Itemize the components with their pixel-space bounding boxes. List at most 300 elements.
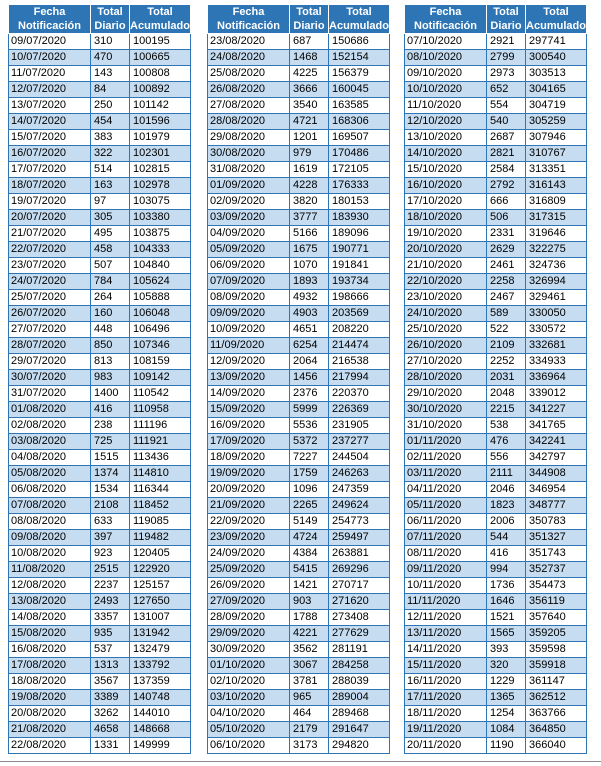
table-row: [405, 674, 587, 690]
date-cell: 06/08/2020: [9, 482, 91, 498]
table-row: [208, 722, 390, 738]
cumulative-total-cell: 170486: [329, 146, 390, 162]
table-row: [405, 690, 587, 706]
daily-total-cell: 1468: [290, 50, 329, 66]
table-row: [9, 658, 191, 674]
daily-total-cell: 464: [290, 706, 329, 722]
cumulative-total-cell: 108159: [130, 354, 191, 370]
table-row: [9, 258, 191, 274]
date-cell: 14/10/2020: [405, 146, 487, 162]
table-body: [208, 34, 390, 754]
cumulative-total-cell: 104840: [130, 258, 191, 274]
cumulative-total-cell: 101979: [130, 130, 191, 146]
cumulative-total-cell: 361147: [526, 674, 587, 690]
date-cell: 02/10/2020: [208, 674, 290, 690]
daily-total-cell: 160: [91, 306, 130, 322]
date-cell: 13/09/2020: [208, 370, 290, 386]
table-row: [208, 466, 390, 482]
cumulative-total-cell: 208220: [329, 322, 390, 338]
table-row: [405, 194, 587, 210]
cumulative-total-cell: 127650: [130, 594, 191, 610]
daily-total-cell: 1331: [91, 738, 130, 754]
table-row: [405, 738, 587, 754]
cumulative-total-cell: 316809: [526, 194, 587, 210]
date-cell: 23/10/2020: [405, 290, 487, 306]
table-row: [405, 274, 587, 290]
daily-total-cell: 6254: [290, 338, 329, 354]
daily-total-cell: 3820: [290, 194, 329, 210]
daily-total-cell: 3781: [290, 674, 329, 690]
cumulative-total-cell: 324736: [526, 258, 587, 274]
daily-total-cell: 3173: [290, 738, 329, 754]
daily-total-cell: 2331: [487, 226, 526, 242]
cumulative-total-cell: 116344: [130, 482, 191, 498]
date-cell: 26/08/2020: [208, 82, 290, 98]
table-row: [208, 354, 390, 370]
daily-total-cell: 320: [487, 658, 526, 674]
table-row: [9, 514, 191, 530]
daily-total-cell: 1675: [290, 242, 329, 258]
date-cell: 09/11/2020: [405, 562, 487, 578]
table-row: [405, 242, 587, 258]
daily-total-cell: 3562: [290, 642, 329, 658]
cumulative-total-cell: 132479: [130, 642, 191, 658]
daily-total-cell: 305: [91, 210, 130, 226]
table-row: [208, 530, 390, 546]
daily-total-cell: 554: [487, 98, 526, 114]
table-row: [405, 34, 587, 50]
date-cell: 05/08/2020: [9, 466, 91, 482]
cumulative-total-cell: 119482: [130, 530, 191, 546]
daily-total-cell: 2006: [487, 514, 526, 530]
table-row: [208, 178, 390, 194]
cumulative-total-cell: 269296: [329, 562, 390, 578]
cumulative-total-cell: 106048: [130, 306, 191, 322]
table-row: [9, 546, 191, 562]
daily-total-cell: 5536: [290, 418, 329, 434]
table-row: [405, 178, 587, 194]
date-cell: 16/09/2020: [208, 418, 290, 434]
table-row: [9, 418, 191, 434]
daily-total-cell: 454: [91, 114, 130, 130]
table-row: [9, 530, 191, 546]
case-table-2: [207, 4, 390, 754]
cumulative-total-cell: 247359: [329, 482, 390, 498]
table-row: [208, 690, 390, 706]
table-row: [9, 578, 191, 594]
table-row: [405, 98, 587, 114]
date-cell: 09/08/2020: [9, 530, 91, 546]
daily-total-cell: 1521: [487, 610, 526, 626]
daily-total-cell: 238: [91, 418, 130, 434]
table-row: [208, 210, 390, 226]
cumulative-total-cell: 120405: [130, 546, 191, 562]
cumulative-total-cell: 244504: [329, 450, 390, 466]
cumulative-total-cell: 119085: [130, 514, 191, 530]
date-cell: 02/09/2020: [208, 194, 290, 210]
date-cell: 30/10/2020: [405, 402, 487, 418]
daily-total-cell: 2799: [487, 50, 526, 66]
daily-total-cell: 322: [91, 146, 130, 162]
table-row: [9, 402, 191, 418]
cumulative-total-cell: 359598: [526, 642, 587, 658]
daily-total-cell: 965: [290, 690, 329, 706]
daily-total-cell: 163: [91, 178, 130, 194]
date-header: Fecha: [405, 5, 487, 20]
cumulative-total-cell: 356119: [526, 594, 587, 610]
table-row: [208, 546, 390, 562]
date-cell: 27/10/2020: [405, 354, 487, 370]
date-cell: 08/10/2020: [405, 50, 487, 66]
table-row: [9, 82, 191, 98]
date-cell: 24/10/2020: [405, 306, 487, 322]
cumulative-total-cell: 352737: [526, 562, 587, 578]
daily-total-cell: 3777: [290, 210, 329, 226]
daily-total-cell: 2108: [91, 498, 130, 514]
date-cell: 14/07/2020: [9, 114, 91, 130]
daily-total-cell: 3262: [91, 706, 130, 722]
daily-total-cell: 538: [487, 418, 526, 434]
date-cell: 06/10/2020: [208, 738, 290, 754]
date-cell: 19/09/2020: [208, 466, 290, 482]
date-cell: 30/07/2020: [9, 370, 91, 386]
cumulative-total-cell: 125157: [130, 578, 191, 594]
table-row: [405, 114, 587, 130]
daily-total-cell: 4225: [290, 66, 329, 82]
daily-total-cell: 4221: [290, 626, 329, 642]
case-table-3: [404, 4, 587, 754]
daily-total-cell: 4903: [290, 306, 329, 322]
daily-total-cell: 1823: [487, 498, 526, 514]
date-cell: 07/10/2020: [405, 34, 487, 50]
cumulative-total-cell: 156379: [329, 66, 390, 82]
daily-total-cell: 589: [487, 306, 526, 322]
table-row: [9, 594, 191, 610]
cumulative-total-cell: 304165: [526, 82, 587, 98]
date-cell: 04/10/2020: [208, 706, 290, 722]
daily-total-cell: 2215: [487, 402, 526, 418]
table-row: [208, 82, 390, 98]
table-row: [208, 610, 390, 626]
table-row: [405, 338, 587, 354]
daily-total-cell: 3357: [91, 610, 130, 626]
cumulative-total-cell: 271620: [329, 594, 390, 610]
date-header-sub: Notificación: [9, 19, 91, 34]
date-cell: 01/09/2020: [208, 178, 290, 194]
date-cell: 12/08/2020: [9, 578, 91, 594]
table-row: [208, 338, 390, 354]
date-cell: 24/07/2020: [9, 274, 91, 290]
daily-total-cell: 1788: [290, 610, 329, 626]
table-row: [9, 498, 191, 514]
date-cell: 19/11/2020: [405, 722, 487, 738]
daily-total-cell: 544: [487, 530, 526, 546]
daily-total-cell: 2515: [91, 562, 130, 578]
daily-total-cell: 923: [91, 546, 130, 562]
table-row: [208, 402, 390, 418]
cumulative-header: Total: [130, 5, 191, 20]
cumulative-total-cell: 176333: [329, 178, 390, 194]
table-row: [405, 418, 587, 434]
cumulative-total-cell: 104333: [130, 242, 191, 258]
table-row: [9, 642, 191, 658]
cumulative-total-cell: 341765: [526, 418, 587, 434]
date-cell: 27/07/2020: [9, 322, 91, 338]
cumulative-header: Total: [526, 5, 587, 20]
daily-total-cell: 850: [91, 338, 130, 354]
cumulative-total-cell: 144010: [130, 706, 191, 722]
table-row: [208, 562, 390, 578]
date-cell: 21/10/2020: [405, 258, 487, 274]
date-cell: 14/09/2020: [208, 386, 290, 402]
cumulative-total-cell: 226369: [329, 402, 390, 418]
daily-total-cell: 2973: [487, 66, 526, 82]
table-row: [208, 418, 390, 434]
date-cell: 24/08/2020: [208, 50, 290, 66]
table-row: [208, 34, 390, 50]
cumulative-total-cell: 300540: [526, 50, 587, 66]
date-cell: 23/08/2020: [208, 34, 290, 50]
cumulative-total-cell: 237277: [329, 434, 390, 450]
date-cell: 14/11/2020: [405, 642, 487, 658]
daily-total-cell: 784: [91, 274, 130, 290]
date-cell: 23/07/2020: [9, 258, 91, 274]
table-row: [9, 34, 191, 50]
daily-total-cell: 2493: [91, 594, 130, 610]
date-cell: 19/10/2020: [405, 226, 487, 242]
table-row: [405, 514, 587, 530]
date-cell: 15/07/2020: [9, 130, 91, 146]
date-cell: 09/10/2020: [405, 66, 487, 82]
table-row: [405, 66, 587, 82]
daily-total-cell: 813: [91, 354, 130, 370]
date-cell: 03/10/2020: [208, 690, 290, 706]
date-cell: 07/08/2020: [9, 498, 91, 514]
daily-total-cell: 1229: [487, 674, 526, 690]
cumulative-total-cell: 342797: [526, 450, 587, 466]
table-row: [208, 514, 390, 530]
date-cell: 11/08/2020: [9, 562, 91, 578]
table-row: [208, 114, 390, 130]
daily-total-cell: 506: [487, 210, 526, 226]
table-row: [208, 50, 390, 66]
date-cell: 16/10/2020: [405, 178, 487, 194]
cumulative-total-cell: 351327: [526, 530, 587, 546]
date-cell: 26/09/2020: [208, 578, 290, 594]
cumulative-total-cell: 189096: [329, 226, 390, 242]
table-row: [9, 50, 191, 66]
daily-total-cell: 383: [91, 130, 130, 146]
table-row: [208, 130, 390, 146]
bottom-divider: [0, 761, 601, 762]
daily-total-cell: 1084: [487, 722, 526, 738]
cumulative-total-cell: 191841: [329, 258, 390, 274]
cumulative-total-cell: 354473: [526, 578, 587, 594]
date-cell: 07/09/2020: [208, 274, 290, 290]
daily-total-cell: 903: [290, 594, 329, 610]
table-row: [9, 450, 191, 466]
cumulative-total-cell: 101142: [130, 98, 191, 114]
cumulative-total-cell: 114810: [130, 466, 191, 482]
date-cell: 17/07/2020: [9, 162, 91, 178]
cumulative-total-cell: 131942: [130, 626, 191, 642]
date-cell: 24/09/2020: [208, 546, 290, 562]
date-cell: 27/09/2020: [208, 594, 290, 610]
header-row: [208, 5, 390, 20]
table-row: [9, 306, 191, 322]
cumulative-total-cell: 348777: [526, 498, 587, 514]
daily-total-cell: 416: [91, 402, 130, 418]
date-cell: 05/11/2020: [405, 498, 487, 514]
table-row: [9, 610, 191, 626]
cumulative-total-cell: 259497: [329, 530, 390, 546]
daily-total-cell: 1400: [91, 386, 130, 402]
cumulative-total-cell: 334933: [526, 354, 587, 370]
table-row: [9, 274, 191, 290]
daily-total-cell: 540: [487, 114, 526, 130]
daily-total-cell: 3540: [290, 98, 329, 114]
cumulative-total-cell: 364850: [526, 722, 587, 738]
table-row: [9, 194, 191, 210]
cumulative-total-cell: 310767: [526, 146, 587, 162]
date-cell: 05/10/2020: [208, 722, 290, 738]
date-cell: 10/11/2020: [405, 578, 487, 594]
cumulative-total-cell: 317315: [526, 210, 587, 226]
date-cell: 10/08/2020: [9, 546, 91, 562]
table-row: [208, 386, 390, 402]
date-cell: 29/08/2020: [208, 130, 290, 146]
table-row: [405, 546, 587, 562]
date-cell: 16/11/2020: [405, 674, 487, 690]
date-cell: 31/07/2020: [9, 386, 91, 402]
daily-total-cell: 4228: [290, 178, 329, 194]
cumulative-total-cell: 351743: [526, 546, 587, 562]
cumulative-total-cell: 100892: [130, 82, 191, 98]
table-row: [9, 66, 191, 82]
daily-total-cell: 1515: [91, 450, 130, 466]
date-cell: 18/10/2020: [405, 210, 487, 226]
daily-total-cell: 2792: [487, 178, 526, 194]
date-cell: 12/09/2020: [208, 354, 290, 370]
table-row: [208, 242, 390, 258]
table-row: [405, 370, 587, 386]
daily-total-cell: 397: [91, 530, 130, 546]
cumulative-total-cell: 101596: [130, 114, 191, 130]
table-row: [208, 274, 390, 290]
daily-total-cell: 1619: [290, 162, 329, 178]
daily-total-cell: 3567: [91, 674, 130, 690]
tables-container: [8, 4, 598, 758]
daily-header: Total: [91, 5, 130, 20]
table-row: [405, 562, 587, 578]
table-row: [9, 466, 191, 482]
date-header: Fecha: [208, 5, 290, 20]
table-row: [405, 322, 587, 338]
cumulative-total-cell: 106496: [130, 322, 191, 338]
table-row: [9, 722, 191, 738]
daily-total-cell: 143: [91, 66, 130, 82]
date-cell: 15/08/2020: [9, 626, 91, 642]
cumulative-total-cell: 277629: [329, 626, 390, 642]
cumulative-total-cell: 102301: [130, 146, 191, 162]
cumulative-total-cell: 110958: [130, 402, 191, 418]
date-cell: 01/08/2020: [9, 402, 91, 418]
daily-total-cell: 2467: [487, 290, 526, 306]
daily-total-cell: 2046: [487, 482, 526, 498]
cumulative-total-cell: 350783: [526, 514, 587, 530]
cumulative-total-cell: 190771: [329, 242, 390, 258]
date-cell: 04/09/2020: [208, 226, 290, 242]
table-row: [405, 450, 587, 466]
date-cell: 09/09/2020: [208, 306, 290, 322]
daily-total-cell: 514: [91, 162, 130, 178]
table-row: [405, 50, 587, 66]
cumulative-total-cell: 254773: [329, 514, 390, 530]
date-cell: 07/11/2020: [405, 530, 487, 546]
table-row: [9, 690, 191, 706]
daily-total-cell: 1096: [290, 482, 329, 498]
header-row-2: [405, 19, 587, 34]
date-cell: 20/10/2020: [405, 242, 487, 258]
table-row: [208, 370, 390, 386]
daily-total-cell: 4384: [290, 546, 329, 562]
date-cell: 27/08/2020: [208, 98, 290, 114]
cumulative-total-cell: 203569: [329, 306, 390, 322]
cumulative-total-cell: 322275: [526, 242, 587, 258]
daily-total-cell: 5149: [290, 514, 329, 530]
date-cell: 20/07/2020: [9, 210, 91, 226]
date-cell: 10/09/2020: [208, 322, 290, 338]
date-cell: 18/08/2020: [9, 674, 91, 690]
cumulative-total-cell: 246263: [329, 466, 390, 482]
cumulative-total-cell: 289468: [329, 706, 390, 722]
daily-total-cell: 7227: [290, 450, 329, 466]
cumulative-total-cell: 131007: [130, 610, 191, 626]
daily-total-cell: 2461: [487, 258, 526, 274]
daily-total-cell: 458: [91, 242, 130, 258]
table-row: [9, 370, 191, 386]
table-row: [405, 402, 587, 418]
cumulative-total-cell: 169507: [329, 130, 390, 146]
date-cell: 21/07/2020: [9, 226, 91, 242]
cumulative-total-cell: 288039: [329, 674, 390, 690]
table-row: [405, 226, 587, 242]
date-cell: 22/09/2020: [208, 514, 290, 530]
daily-total-cell: 2265: [290, 498, 329, 514]
date-cell: 13/08/2020: [9, 594, 91, 610]
date-cell: 09/07/2020: [9, 34, 91, 50]
table-row: [405, 386, 587, 402]
table-row: [405, 290, 587, 306]
daily-total-cell: 1070: [290, 258, 329, 274]
date-header-sub: Notificación: [208, 19, 290, 34]
cumulative-total-cell: 341227: [526, 402, 587, 418]
date-cell: 03/08/2020: [9, 434, 91, 450]
cumulative-total-cell: 102815: [130, 162, 191, 178]
cumulative-total-cell: 357640: [526, 610, 587, 626]
table-row: [405, 146, 587, 162]
table-row: [208, 434, 390, 450]
daily-total-cell: 2179: [290, 722, 329, 738]
date-cell: 01/10/2020: [208, 658, 290, 674]
date-cell: 20/09/2020: [208, 482, 290, 498]
date-cell: 31/10/2020: [405, 418, 487, 434]
table-row: [405, 642, 587, 658]
date-cell: 14/08/2020: [9, 610, 91, 626]
date-cell: 06/11/2020: [405, 514, 487, 530]
date-cell: 12/10/2020: [405, 114, 487, 130]
daily-total-cell: 1421: [290, 578, 329, 594]
